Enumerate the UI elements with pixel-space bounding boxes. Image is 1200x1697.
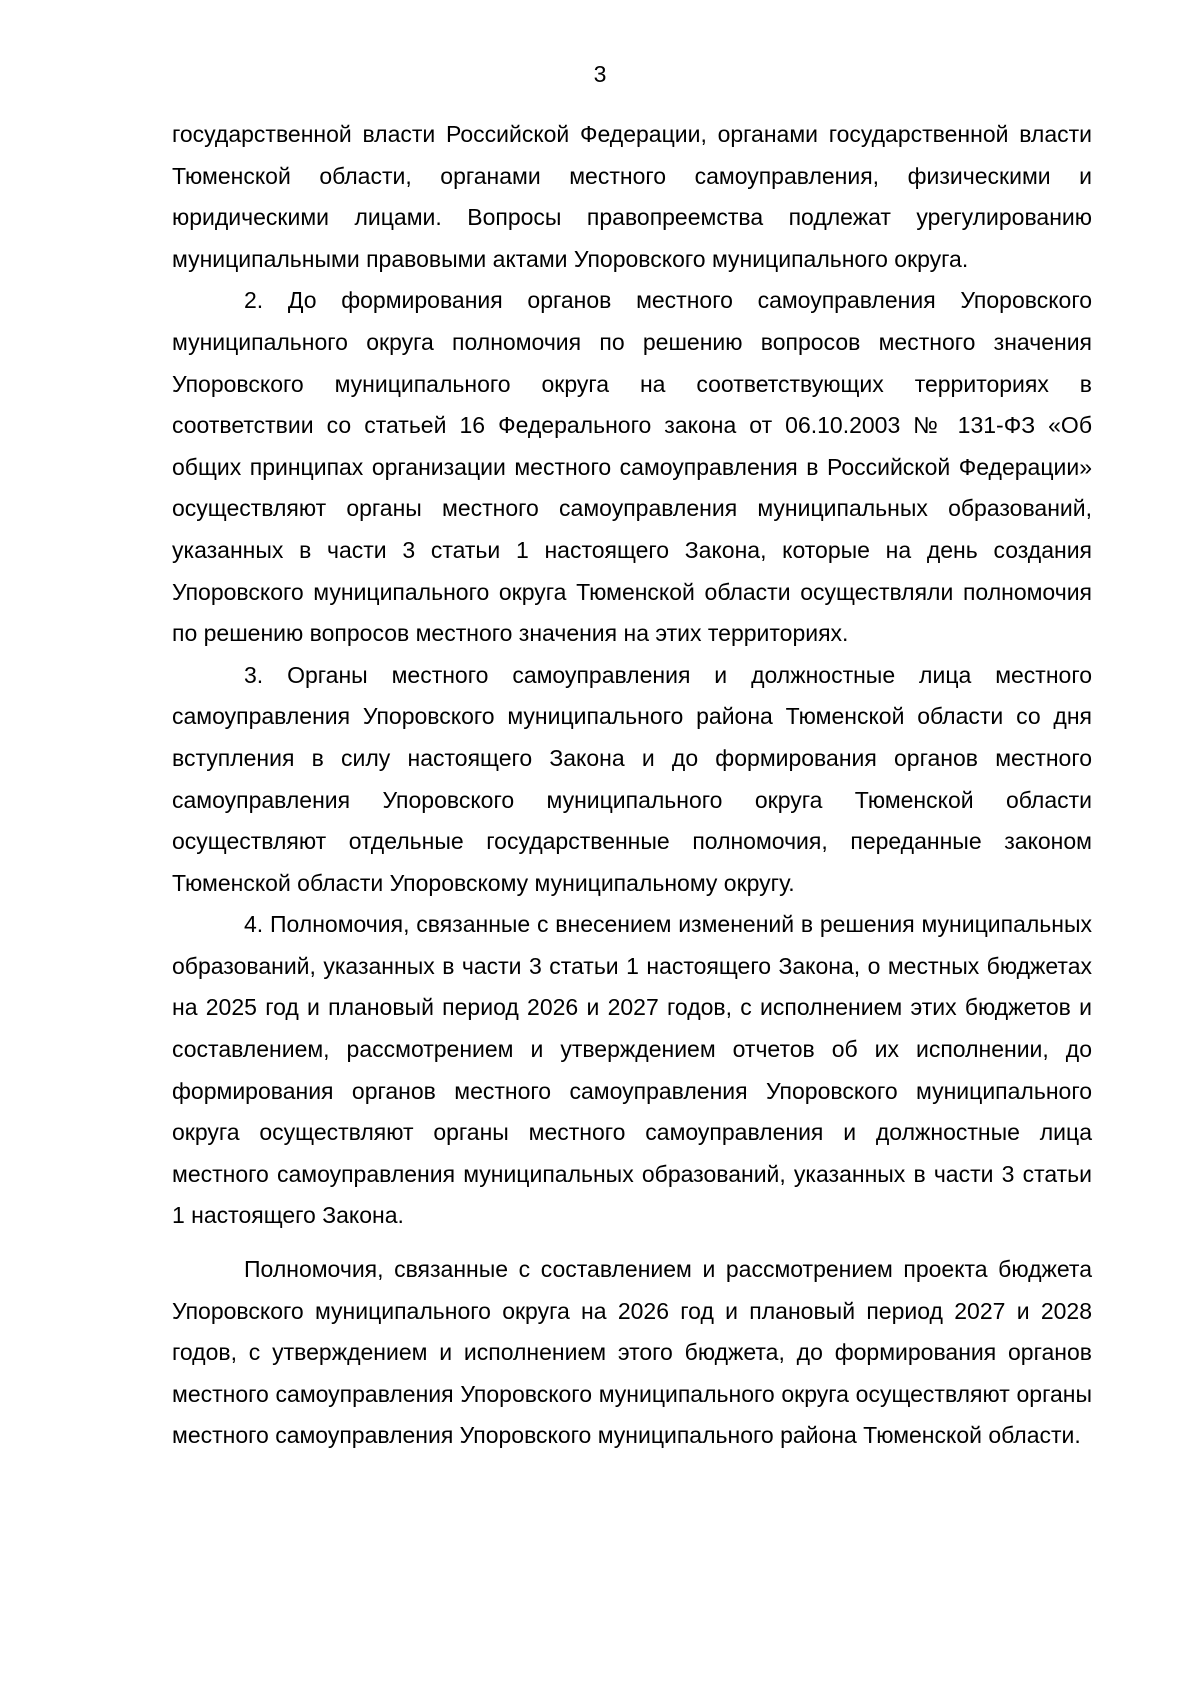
paragraph-budget-powers: Полномочия, связанные с составлением и рассмотрением проекта бюджета Упоровского муниципального округа на 2026 год и плановый период 2027 и 2028 годов, с утверждением и исполнением этого бюджета, до формирования органов местного самоуправления Упоровского муниципального округа осуществляют органы местного самоуправления Упоровского муниципального района Тюменской области. [172, 1256, 1092, 1449]
paragraph-item-3: 3. Органы местного самоуправления и должностные лица местного самоуправления Упоровского муниципального района Тюменской области со дня вступления в силу настоящего Закона и до формирования органов местного самоуправления Упоровского муниципального округа Тюменской области осуществляют отдельные государственные полномочия, переданные законом Тюменской области Упоровскому муниципальному округу. [172, 661, 1092, 896]
document-body [172, 114, 1092, 1457]
paragraph-item-2: 2. До формирования органов местного самоуправления Упоровского муниципального округа полномочия по решению вопросов местного значения Упоровского муниципального округа на соответствующих территориях в соответствии со статьей 16 Федерального закона от 06.10.2003 № 131-ФЗ «Об общих принципах организации местного самоуправления в Российской Федерации» осуществляют органы местного самоуправления муниципальных образований, указанных в части 3 статьи 1 настоящего Закона, которые на день создания Упоровского муниципального округа Тюменской области осуществляли полномочия по решению вопросов местного значения на этих территориях. [172, 287, 1092, 647]
page-number: 3 [593, 61, 607, 87]
paragraph-continuation: государственной власти Российской Федерации, органами государственной власти Тюменской области, органами местного самоуправления, физическими и юридическими лицами. Вопросы правопреемства подлежат урегулированию муниципальными правовыми актами Упоровского муниципального округа. [172, 121, 1092, 272]
paragraph-item-4: 4. Полномочия, связанные с внесением изменений в решения муниципальных образований, указанных в части 3 статьи 1 настоящего Закона, о местных бюджетах на 2025 год и плановый период 2026 и 2027 годов, с исполнением этих бюджетов и составлением, рассмотрением и утверждением отчетов об их исполнении, до формирования органов местного самоуправления Упоровского муниципального округа осуществляют органы местного самоуправления и должностные лица местного самоуправления муниципальных образований, указанных в части 3 статьи 1 настоящего Закона. [172, 911, 1092, 1229]
